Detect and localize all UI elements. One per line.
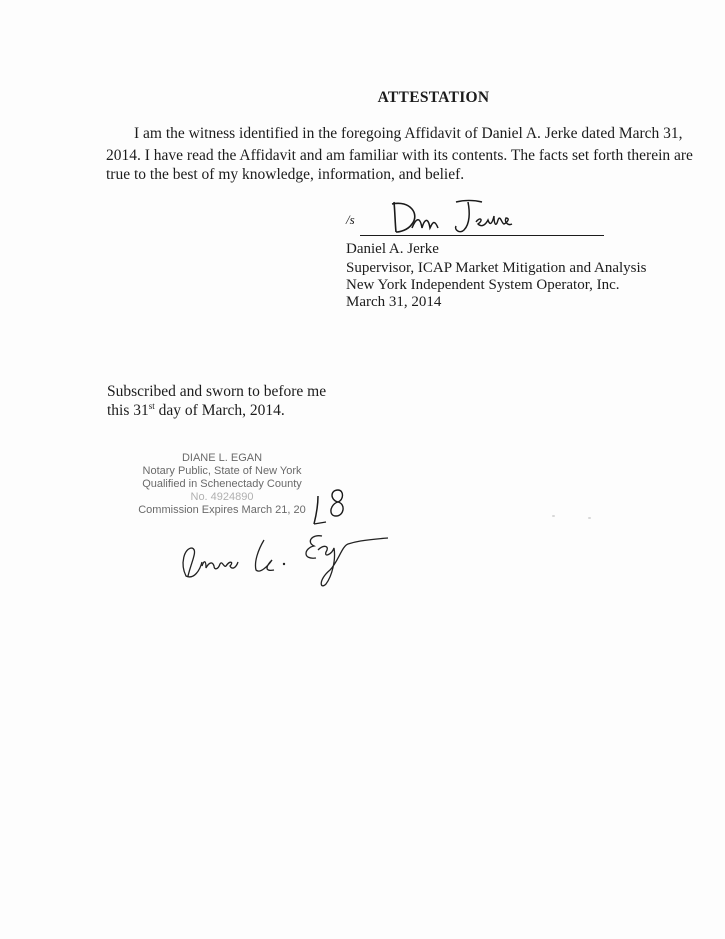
notary-name: DIANE L. EGAN — [181, 452, 263, 464]
signer-organization: New York Independent System Operator, Inc. — [346, 277, 620, 293]
paragraph-line-2: 2014. I have read the Affidavit and am familiar with its contents. The facts set forth therein are — [106, 147, 693, 164]
notary-handwritten-signature — [178, 520, 408, 590]
signature-line — [360, 235, 604, 236]
sworn-line-1: Subscribed and sworn to before me — [107, 383, 327, 400]
signature-prefix: /s — [346, 212, 355, 227]
signer-name: Daniel A. Jerke — [346, 241, 439, 257]
sworn-line-2 — [107, 402, 285, 420]
notary-commission: Commission Expires March 21, 20 — [138, 504, 306, 516]
notary-county: Qualified in Schenectady County — [142, 478, 302, 490]
paragraph-line-3: true to the best of my knowledge, information, and belief. — [106, 166, 465, 183]
paragraph-line-1: I am the witness identified in the foregoing Affidavit of Daniel A. Jerke dated March 31, — [134, 125, 683, 142]
sworn-suffix: day of March, 2014. — [154, 402, 285, 419]
scan-artifact — [552, 515, 555, 517]
signer-position: Supervisor, ICAP Market Mitigation and Analysis — [346, 260, 647, 276]
notary-title: Notary Public, State of New York — [142, 465, 302, 477]
signature-block — [346, 198, 616, 240]
handwritten-signature-jerke — [386, 194, 516, 238]
document-title: ATTESTATION — [377, 89, 490, 106]
scan-artifact — [588, 517, 591, 519]
sworn-prefix: this 31 — [107, 402, 149, 419]
sworn-ordinal: st — [148, 400, 155, 411]
notary-stamp — [112, 452, 332, 517]
signer-date: March 31, 2014 — [346, 294, 442, 310]
notary-number: No. 4924890 — [190, 491, 254, 503]
